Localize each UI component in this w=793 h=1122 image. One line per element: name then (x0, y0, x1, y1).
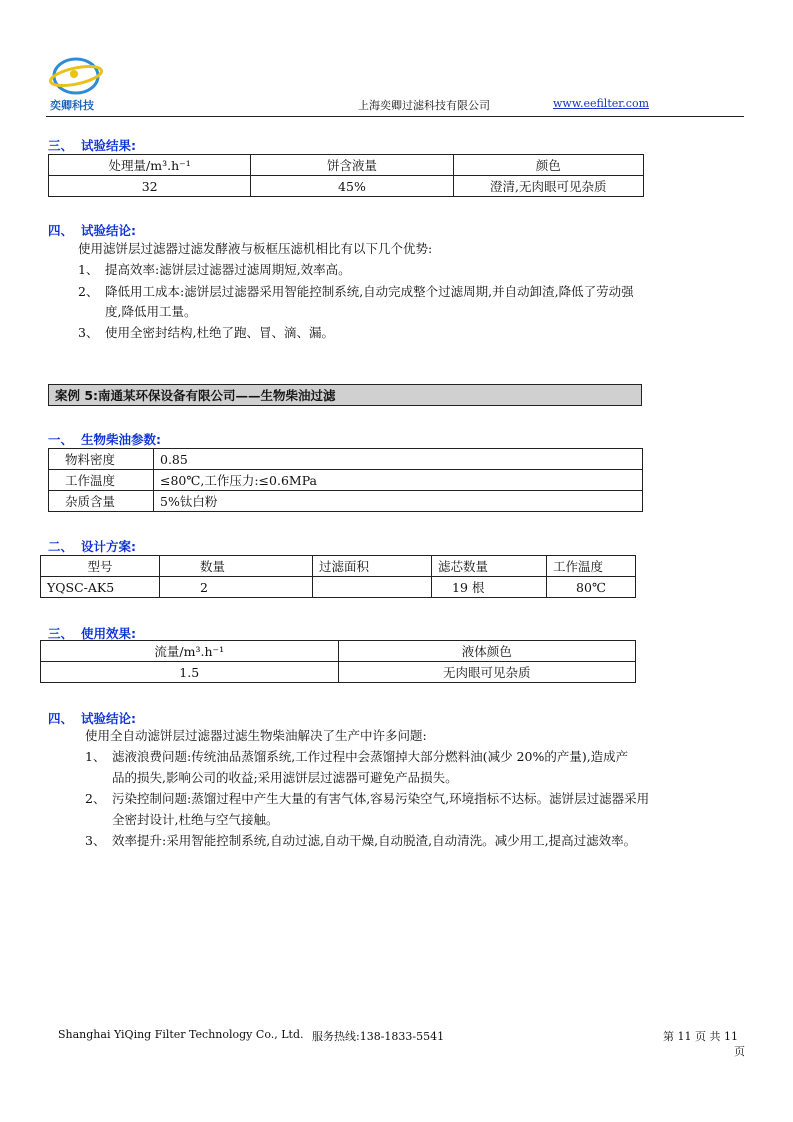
table-cell: 5%钛白粉 (154, 491, 643, 512)
table-header-row (49, 155, 644, 176)
table-cell (313, 577, 432, 598)
list-item: 3、 使用全密封结构,杜绝了跑、冒、滴、漏。 (78, 325, 334, 340)
section-heading-conclusion: 四、 试验结论: (48, 223, 136, 238)
section-heading-test-results: 三、 试验结果: (48, 138, 136, 153)
conclusion-intro: 使用滤饼层过滤器过滤发酵液与板框压滤机相比有以下几个优势: (78, 241, 433, 256)
table-header-cell: 颜色 (453, 155, 643, 176)
table-cell: 澄清,无肉眼可见杂质 (453, 176, 643, 197)
table-cell: YQSC-AK5 (41, 577, 160, 598)
table-row (41, 577, 636, 598)
table-header-cell: 过滤面积 (313, 556, 432, 577)
table-label-cell: 工作温度 (49, 470, 154, 491)
biodiesel-params-table (48, 448, 643, 512)
table-header-cell: 滤芯数量 (432, 556, 547, 577)
design-plan-table (40, 555, 636, 598)
list-item: 3、 效率提升:采用智能控制系统,自动过滤,自动干燥,自动脱渣,自动清洗。减少用工,提高过滤效率。 (85, 833, 637, 848)
table-cell: 0.85 (154, 449, 643, 470)
table-header-cell: 数量 (160, 556, 313, 577)
header-website-link[interactable]: www.eefilter.com (553, 97, 650, 110)
footer-company: Shanghai YiQing Filter Technology Co., Ltd. (58, 1028, 304, 1041)
conclusion-intro-2: 使用全自动滤饼层过滤器过滤生物柴油解决了生产中许多问题: (85, 728, 427, 743)
table-cell: 2 (160, 577, 313, 598)
table-header-cell: 型号 (41, 556, 160, 577)
footer-page-number: 第 11 页 共 11 (663, 1030, 738, 1043)
table-header-cell: 饼含液量 (251, 155, 453, 176)
section-heading-conclusion-2: 四、 试验结论: (48, 711, 136, 726)
footer-page-suffix: 页 (734, 1045, 745, 1058)
table-cell: 45% (251, 176, 453, 197)
list-item: 2、 污染控制问题:蒸馏过程中产生大量的有害气体,容易污染空气,环境指标不达标。滤饼层过滤器采用 (85, 791, 650, 806)
table-cell: 无肉眼可见杂质 (338, 662, 636, 683)
table-row (41, 662, 636, 683)
table-header-cell: 流量/m³.h⁻¹ (41, 641, 339, 662)
table-cell: 32 (49, 176, 251, 197)
case-title-banner: 案例 5:南通某环保设备有限公司——生物柴油过滤 (48, 384, 642, 406)
section-heading-usage-effect: 三、 使用效果: (48, 626, 136, 641)
table-header-row (41, 556, 636, 577)
header-divider (46, 116, 744, 117)
section-heading-biodiesel-params: 一、 生物柴油参数: (48, 432, 161, 447)
table-label-cell: 杂质含量 (49, 491, 154, 512)
list-item-continuation: 全密封设计,杜绝与空气接触。 (112, 812, 279, 827)
table-label-cell: 物料密度 (49, 449, 154, 470)
list-item: 2、 降低用工成本:滤饼层过滤器采用智能控制系统,自动完成整个过滤周期,并自动卸渣,降低了劳动强 (78, 284, 634, 299)
table-cell: ≤80℃,工作压力:≤0.6MPa (154, 470, 643, 491)
table-header-row (41, 641, 636, 662)
table-header-cell: 处理量/m³.h⁻¹ (49, 155, 251, 176)
footer-hotline: 服务热线:138-1833-5541 (312, 1030, 445, 1043)
section-heading-design-plan: 二、 设计方案: (48, 539, 136, 554)
list-item-continuation: 品的损失,影响公司的收益;采用滤饼层过滤器可避免产品损失。 (112, 770, 458, 785)
table-cell: 19 根 (432, 577, 547, 598)
usage-effect-table (40, 640, 636, 683)
table-row (49, 176, 644, 197)
table-cell: 1.5 (41, 662, 339, 683)
table-row (49, 449, 643, 470)
test-results-table (48, 154, 644, 197)
table-cell: 80℃ (547, 577, 636, 598)
table-row (49, 470, 643, 491)
list-item: 1、 提高效率:滤饼层过滤器过滤周期短,效率高。 (78, 262, 351, 277)
logo-text: 奕卿科技 (50, 99, 94, 112)
table-row (49, 491, 643, 512)
table-header-cell: 液体颜色 (338, 641, 636, 662)
header-company: 上海奕卿过滤科技有限公司 (358, 99, 490, 112)
list-item-continuation: 度,降低用工量。 (105, 304, 197, 319)
table-header-cell: 工作温度 (547, 556, 636, 577)
list-item: 1、 滤液浪费问题:传统油品蒸馏系统,工作过程中会蒸馏掉大部分燃料油(减少 20%的产量),造成产 (85, 749, 629, 764)
